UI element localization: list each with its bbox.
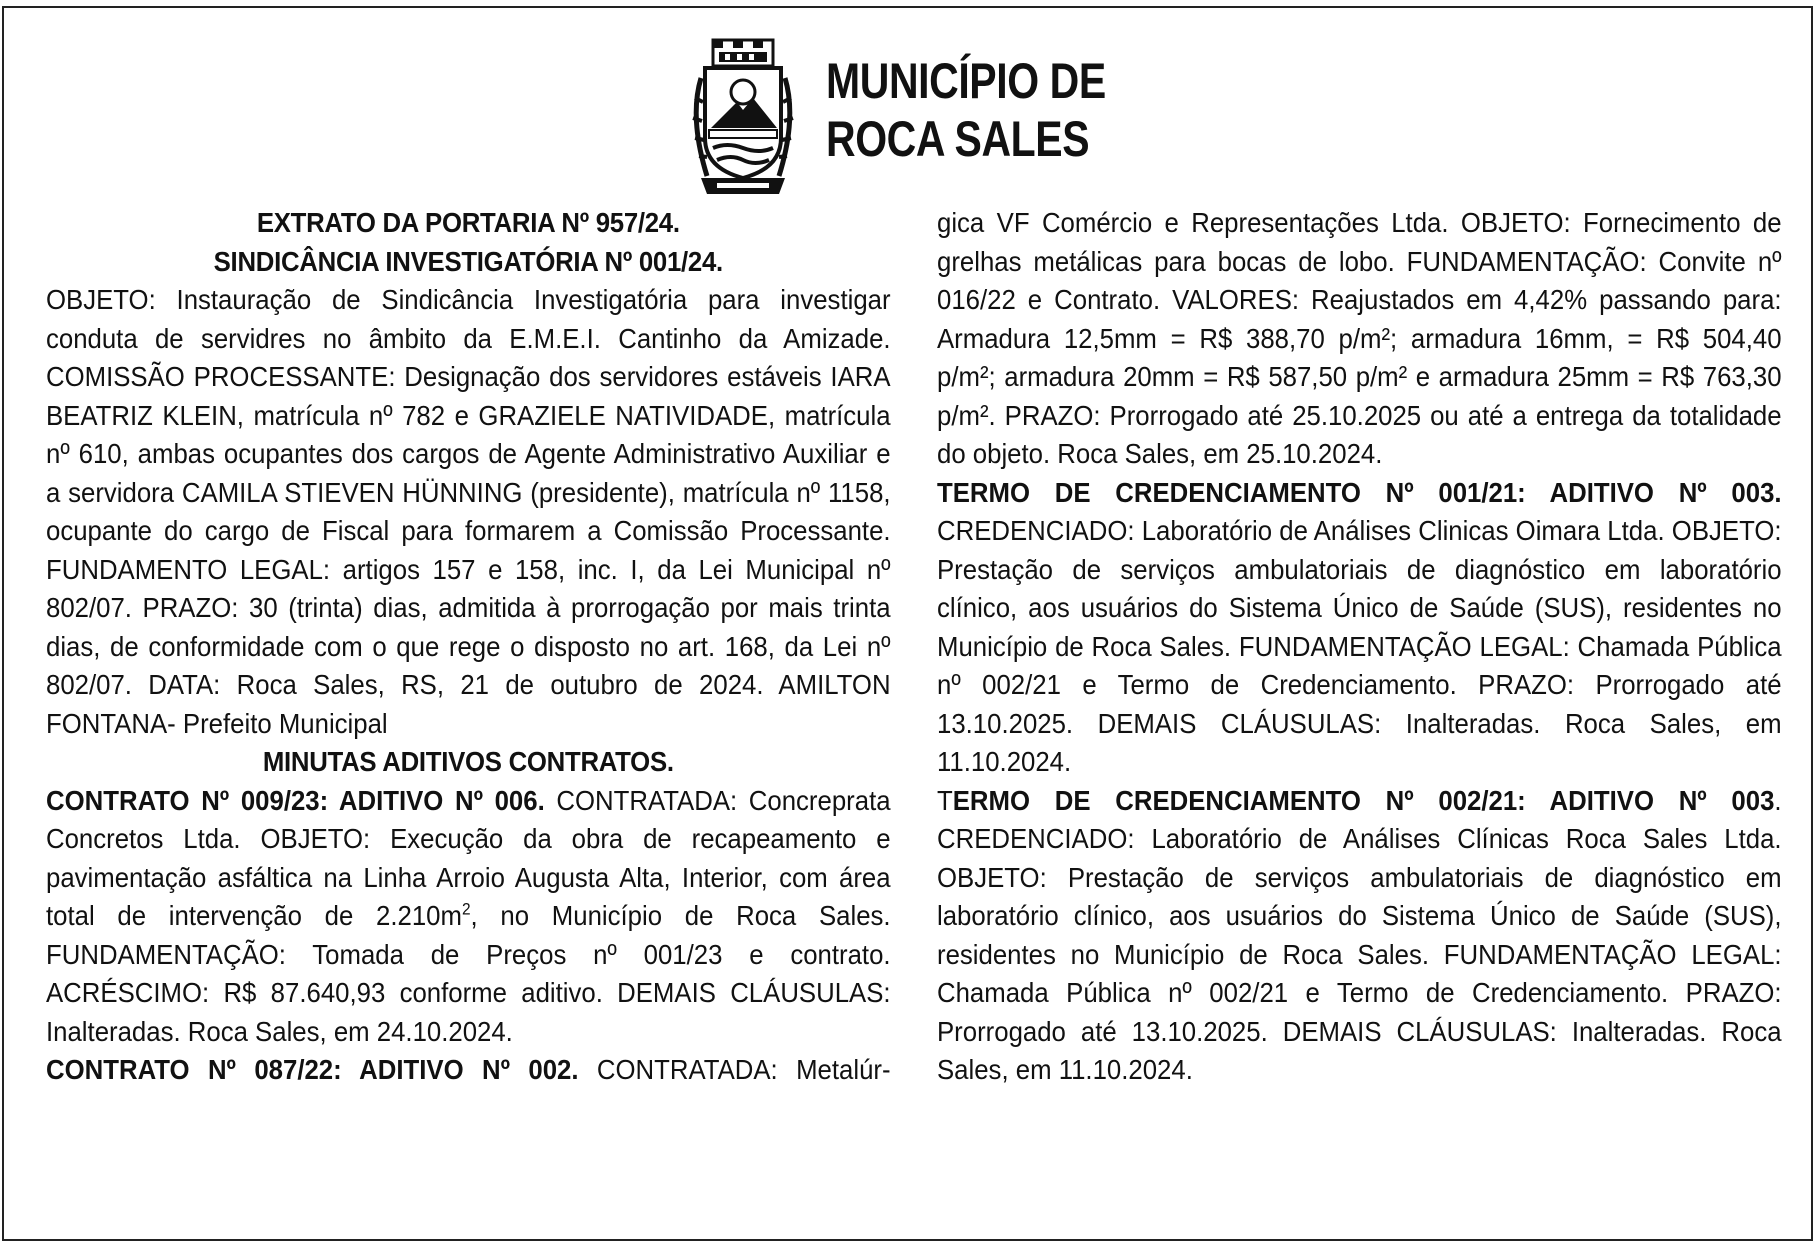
contrato-009-superscript: 2 <box>461 899 471 919</box>
termo-001-title <box>937 474 1782 513</box>
contrato-087-title: CONTRATO Nº 087/22: ADITIVO Nº 002. <box>46 1054 579 1085</box>
page-title <box>826 52 1106 168</box>
municipal-crest-icon <box>687 38 799 198</box>
contrato-009-body-a: CONTRATADA: Concreprata Concretos Ltda. OBJETO: Execução da obra de recapeamento e pavimentação asfáltica na Linha Arroio Augusta Alta, Interior, com área total de intervenção de 2.210m <box>46 784 891 931</box>
left-column <box>46 204 891 1090</box>
portaria-heading: EXTRATO DA PORTARIA Nº 957/24. <box>256 207 680 238</box>
minutas-heading: MINUTAS ADITIVOS CONTRATOS. <box>262 746 674 777</box>
termo-001-title-text: TERMO DE CREDENCIAMENTO Nº 001/21: ADITIVO Nº 003. <box>937 476 1782 508</box>
contrato-087-body-start: CONTRATADA: Metalúr- <box>578 1054 891 1085</box>
contrato-009-title: CONTRATO Nº 009/23: ADITIVO Nº 006. <box>46 784 545 816</box>
contrato-087-body-cont: gica VF Comércio e Representações Ltda. OBJETO: Fornecimento de grelhas metálicas para bocas de lobo. FUNDAMENTAÇÃO: Convite nº 016/22 e Contrato. VALORES: Reajustados em 4,42% passando para: Armadura 12,5mm = R$ 388,70 p/m²; armadura 16mm, = R$ 504,40 p/m²; armadura 20mm = R$ 587,50 p/m² e armadura 25mm = R$ 763,30 p/m². PRAZO: Prorrogado até 25.10.2025 ou até a entrega da totalidade do objeto. Roca Sales, em 25.10.2024. <box>937 207 1782 469</box>
contrato-009-body-b: , no Município de Roca Sales. FUNDAMENTAÇÃO: Tomada de Preços nº 001/23 e contrato. ACRÉSCIMO: R$ 87.640,93 conforme aditivo. DEMAIS CLÁUSULAS: Inalteradas. Roca Sales, em 24.10.2024. <box>46 900 891 1047</box>
portaria-body: OBJETO: Instauração de Sindicância Investigatória para investigar conduta de servidres no âmbito da E.M.E.I. Cantinho da Amizade. COMISSÃO PROCESSANTE: Designação dos servidores estáveis IARA BEATRIZ KLEIN, matrícula nº 782 e GRAZIELE NATIVIDADE, matrícula nº 610, ambas ocupantes dos cargos de Agente Administrativo Auxiliar e a servidora CAMILA STIEVEN HÜNNING (presidente), matrícula nº 1158, ocupante do cargo de Fiscal para formarem a Comissão Processante. FUNDAMENTO LEGAL: artigos 157 e 158, inc. I, da Lei Municipal nº 802/07. PRAZO: 30 (trinta) dias, admitida à prorrogação por mais trinta dias, de conformidade com o que rege o disposto no art. 168, da Lei nº 802/07. DATA: Roca Sales, RS, 21 de outubro de 2024. AMILTON FONTANA- Prefeito Municipal <box>46 284 891 739</box>
notice-frame <box>2 6 1813 1241</box>
termo-002-title-rest: ERMO DE CREDENCIAMENTO Nº 002/21: ADITIVO Nº 003 <box>952 784 1775 816</box>
termo-002-title-first-letter: T <box>937 784 953 816</box>
right-column <box>937 204 1782 1090</box>
title-line-1: MUNICÍPIO DE <box>826 53 1106 109</box>
sindicancia-heading: SINDICÂNCIA INVESTIGATÓRIA Nº 001/24. <box>213 245 723 277</box>
contrato-009-paragraph <box>46 782 891 1052</box>
termo-002-title-dot: . <box>1774 784 1782 816</box>
contrato-087-paragraph-start <box>46 1051 891 1090</box>
termo-001-body: CREDENCIADO: Laboratório de Análises Clinicas Oimara Ltda. OBJETO: Prestação de serviços ambulatoriais de diagnóstico em laboratório clínico, aos usuários do Sistema Único de Saúde (SUS), residentes no Município de Roca Sales. FUNDAMENTAÇÃO LEGAL: Chamada Pública nº 002/21 e Termo de Credenciamento. PRAZO: Prorrogado até 13.10.2025. DEMAIS CLÁUSULAS: Inalteradas. Roca Sales, em 11.10.2024. <box>937 515 1782 777</box>
termo-002-title <box>937 782 1782 821</box>
title-line-2: ROCA SALES <box>826 111 1090 167</box>
termo-002-body: CREDENCIADO: Laboratório de Análises Clínicas Roca Sales Ltda. OBJETO: Prestação de serviços ambulatoriais de diagnóstico em laboratório clínico, aos usuários do Sistema Único de Saúde (SUS), residentes no Município de Roca Sales. FUNDAMENTAÇÃO LEGAL: Chamada Pública nº 002/21 e Termo de Credenciamento. PRAZO: Prorrogado até 13.10.2025. DEMAIS CLÁUSULAS: Inalteradas. Roca Sales, em 11.10.2024. <box>937 823 1782 1085</box>
header <box>4 28 1811 198</box>
